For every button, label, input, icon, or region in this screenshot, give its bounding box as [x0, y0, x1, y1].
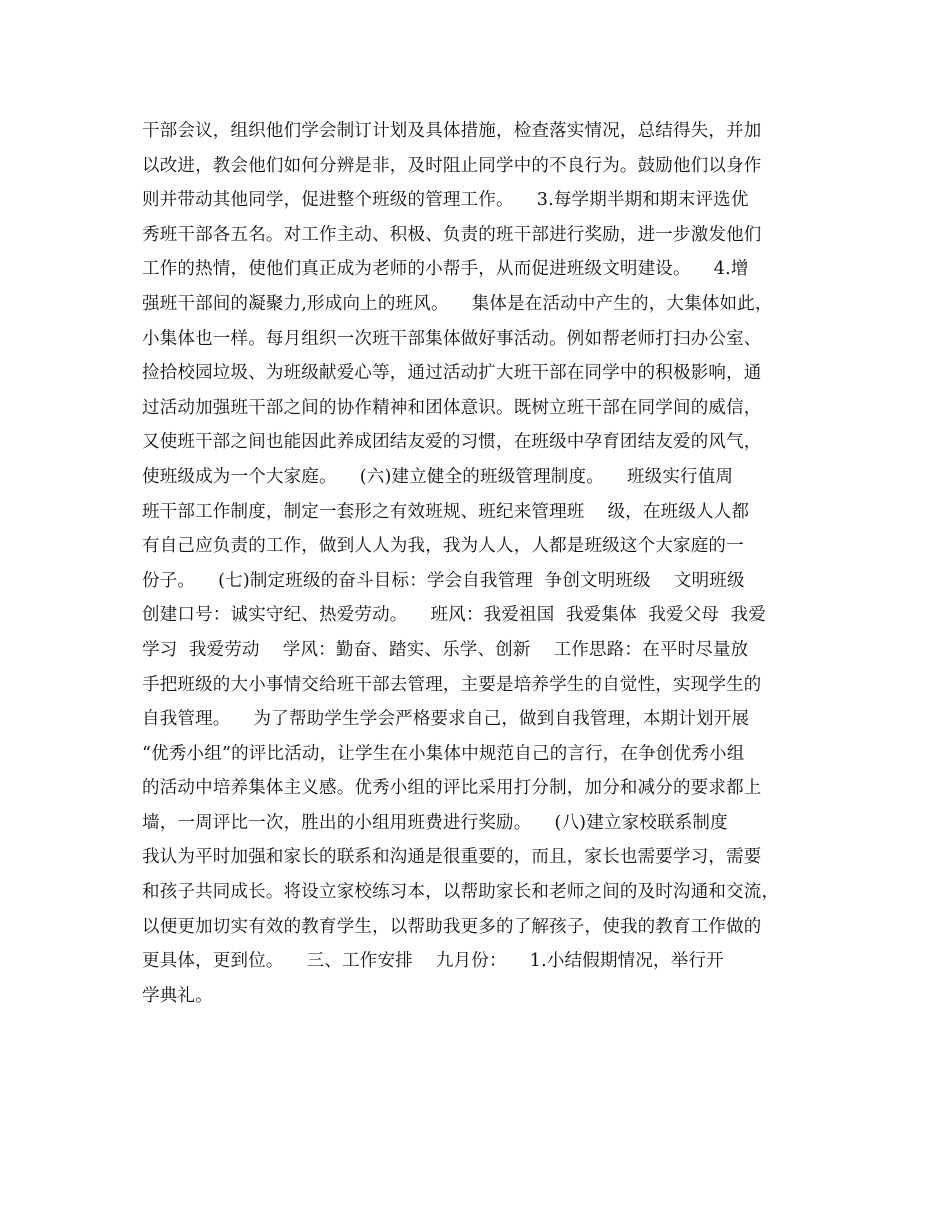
- text-line: 干部会议，组织他们学会制订计划及具体措施，检查落实情况，总结得失，并加: [142, 121, 762, 141]
- text-line: 的活动中培养集体主义感。优秀小组的评比采用打分制，加分和减分的要求都上: [142, 778, 762, 799]
- text-line: 更具体，更到位。 三、工作安排 九月份： 1.小结假期情况，举行开: [142, 951, 724, 972]
- text-line: 又使班干部之间也能因此养成团结友爱的习惯，在班级中孕育团结友爱的风气，: [142, 432, 762, 453]
- text-line: 小集体也一样。每月组织一次班干部集体做好事活动。例如帮老师打扫办公室、: [142, 328, 762, 349]
- text-line: 工作的热情，使他们真正成为老师的小帮手，从而促进班级文明建设。 4.增: [142, 259, 749, 280]
- text-line: 有自己应负责的工作，做到人人为我，我为人人，人都是班级这个大家庭的一: [142, 536, 744, 557]
- text-line: 我认为平时加强和家长的联系和沟通是很重要的，而且，家长也需要学习，需要: [142, 847, 762, 868]
- text-line: 以便更加切实有效的教育学生，以帮助我更多的了解孩子，使我的教育工作做的: [142, 916, 762, 937]
- text-line: 学习 我爱劳动 学风：勤奋、踏实、乐学、创新 工作思路：在平时尽量放: [142, 639, 749, 660]
- text-line: 和孩子共同成长。将设立家校练习本，以帮助家长和老师之间的及时沟通和交流，: [142, 882, 780, 903]
- text-line: 手把班级的大小事情交给班干部去管理，主要是培养学生的自觉性，实现学生的: [142, 674, 762, 695]
- text-line: 创建口号：诚实守纪、热爱劳动。 班风：我爱祖国 我爱集体 我爱父母 我爱: [142, 605, 767, 626]
- text-line: 强班干部间的凝聚力,形成向上的班风。 集体是在活动中产生的，大集体如此，: [142, 293, 773, 314]
- text-line: 班干部工作制度，制定一套形之有效班规、班纪来管理班 级，在班级人人都: [142, 501, 750, 522]
- text-line: 以改进，教会他们如何分辨是非，及时阻止同学中的不良行为。鼓励他们以身作: [142, 155, 762, 176]
- text-line: 过活动加强班干部之间的协作精神和团体意识。既树立班干部在同学间的威信，: [142, 397, 762, 418]
- text-line: 自我管理。 为了帮助学生学会严格要求自己，做到自我管理，本期计划开展: [142, 709, 750, 730]
- text-line: 秀班干部各五名。对工作主动、积极、负责的班干部进行奖励，进一步激发他们: [142, 224, 762, 245]
- text-line: 使班级成为一个大家庭。 (六)建立健全的班级管理制度。 班级实行值周: [142, 466, 734, 487]
- text-line: 学典礼。: [142, 985, 213, 1006]
- text-line: 墙，一周评比一次，胜出的小组用班费进行奖励。 (八)建立家校联系制度: [142, 812, 728, 833]
- text-line: 份子。 (七)制定班级的奋斗目标：学会自我管理 争创文明班级 文明班级: [142, 570, 745, 591]
- text-line: 则并带动其他同学，促进整个班级的管理工作。 3.每学期半期和期末评选优: [142, 190, 749, 211]
- body-text: [142, 114, 832, 1013]
- text-line: “优秀小组”的评比活动，让学生在小集体中规范自己的言行，在争创优秀小组: [142, 743, 745, 764]
- text-line: 捡拾校园垃圾、为班级献爱心等，通过活动扩大班干部在同学中的积极影响，通: [142, 363, 762, 384]
